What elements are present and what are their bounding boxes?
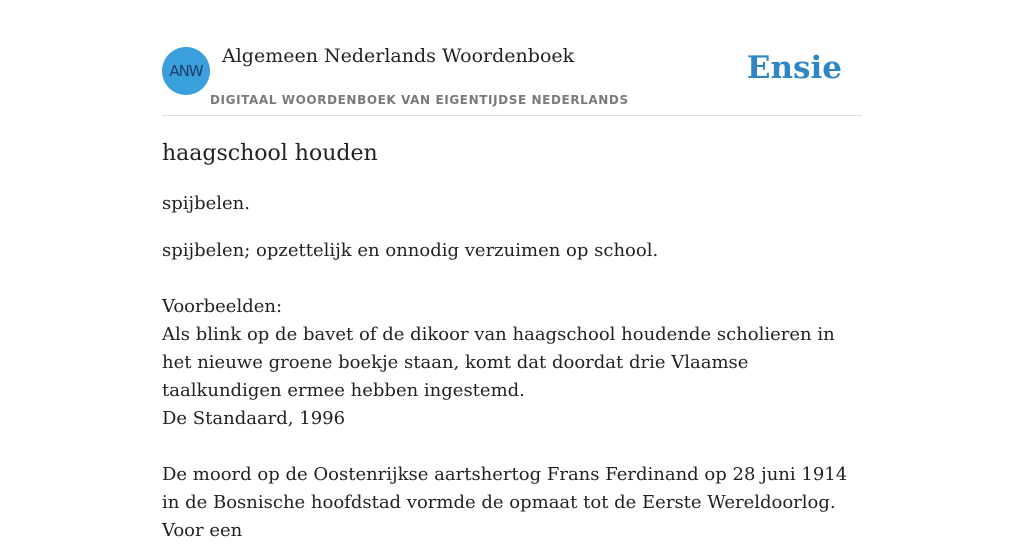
anw-logo-text: ANW bbox=[169, 62, 203, 80]
page bbox=[162, 0, 862, 541]
site-subtitle: DIGITAAL WOORDENBOEK VAN EIGENTIJDSE NEDERLANDS bbox=[210, 93, 629, 107]
examples-label: Voorbeelden: bbox=[162, 296, 283, 317]
entry-title: haagschool houden bbox=[162, 141, 378, 166]
long-definition: spijbelen; opzettelijk en onnodig verzuimen op school. bbox=[162, 240, 659, 261]
example-quote: De moord op de Oostenrijkse aartshertog Frans Ferdinand op 28 juni 1914 in de Bosnische hoofdstad vormde de opmaat tot de Eerste Wereldoorlog. Voor een bbox=[162, 464, 848, 541]
example-source: De Standaard, 1996 bbox=[162, 408, 346, 429]
site-header bbox=[162, 0, 862, 116]
spacer bbox=[162, 265, 862, 293]
example-quote: Als blink op de bavet of de dikoor van haagschool houdende scholieren in het nieuwe groene boekje staan, komt dat doordat drie Vlaamse taalkundigen ermee hebben ingestemd. bbox=[162, 324, 835, 401]
short-definition: spijbelen. bbox=[162, 193, 250, 214]
anw-logo[interactable] bbox=[162, 47, 210, 95]
ensie-brand-link[interactable]: Ensie bbox=[746, 50, 842, 86]
site-title[interactable]: Algemeen Nederlands Woordenboek bbox=[222, 45, 575, 67]
spacer bbox=[162, 433, 862, 461]
